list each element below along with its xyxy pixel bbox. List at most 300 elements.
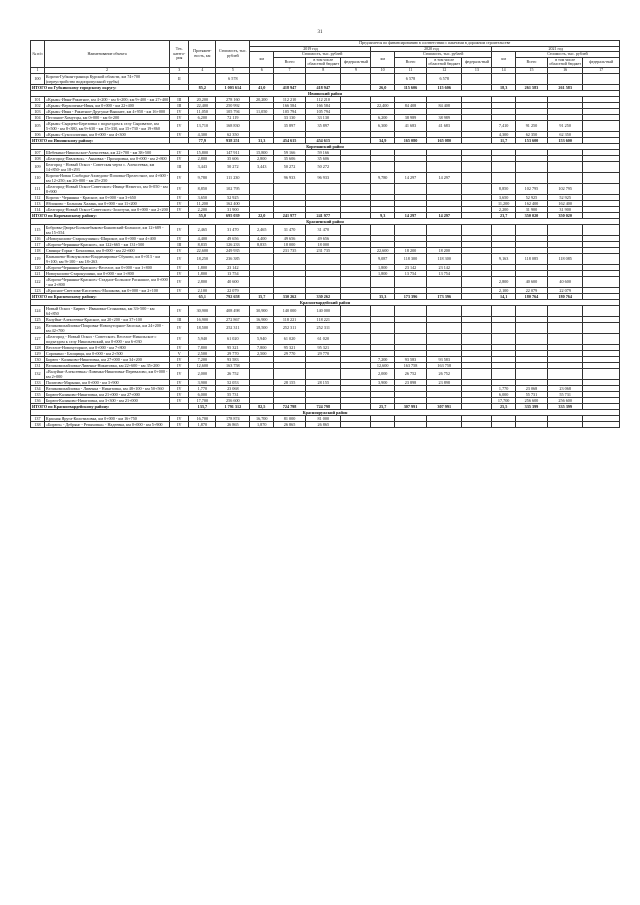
value-cell [462, 120, 492, 131]
value-cell [548, 73, 583, 84]
value-cell: 31 900 [515, 206, 547, 212]
road-category: IV [170, 287, 189, 293]
row-number: 101 [31, 96, 45, 102]
column-number: 1 [31, 67, 45, 73]
row-number: 104 [31, 114, 45, 120]
object-name: Яблоново - Большая Халань, км 0+000 - км 11+200 [44, 200, 169, 206]
row-number: 136 [31, 397, 45, 403]
road-category: IV [170, 108, 189, 114]
object-name: Камышево-Новоуколово-Владимировка-Сбуково, км 0+013 - км 9+100; км 9+100 - км 18+263 [44, 253, 169, 264]
value-cell [462, 305, 492, 316]
value-cell [492, 421, 516, 427]
value-cell: 52 925 [548, 194, 583, 200]
value-cell: 16,700 [250, 415, 274, 421]
value-cell: 17,700 [492, 397, 516, 403]
value-cell: 3,900 [371, 379, 395, 385]
value-cell [306, 368, 341, 379]
value-cell [371, 333, 395, 344]
value-cell [492, 333, 516, 344]
road-category: IV [170, 172, 189, 183]
object-name: Веселое-Новохуторное, км 0+000 - км 7+800 [44, 344, 169, 350]
total-cell: 418 947 [274, 84, 306, 90]
total-cell: 261 583 [515, 84, 547, 90]
value-cell: 62 350 [548, 131, 583, 137]
road-category: IV [170, 270, 189, 276]
value-cell [548, 333, 583, 344]
value-cell: 13 754 [216, 270, 250, 276]
value-cell: 28 155 [306, 379, 341, 385]
total-cell: 133,7 [189, 403, 216, 409]
road-category: III [170, 316, 189, 322]
value-cell: 16,700 [189, 415, 216, 421]
value-cell: 252 311 [216, 322, 250, 333]
object-name: Короча - Чернянка - Красное, км 0+000 - км 3+650 [44, 194, 169, 200]
row-number: 110 [31, 172, 45, 183]
total-cell: 23,7 [492, 212, 516, 218]
road-category: IV [170, 149, 189, 155]
value-cell [371, 224, 395, 235]
value-cell: 112 210 [306, 96, 341, 102]
table-row [31, 183, 620, 194]
value-cell: 93 583 [216, 356, 250, 362]
value-cell [548, 161, 583, 172]
value-cell [427, 224, 462, 235]
value-cell: 6,000 [189, 391, 216, 397]
value-cell [583, 120, 620, 131]
total-cell: 153 600 [548, 137, 583, 143]
total-cell: 165 080 [427, 137, 462, 143]
road-category: IV [170, 183, 189, 194]
value-cell: 118 300 [427, 253, 462, 264]
value-cell: 2,100 [492, 287, 516, 293]
total-cell: 350 020 [515, 212, 547, 218]
value-cell: 4,300 [189, 131, 216, 137]
value-cell [371, 161, 395, 172]
value-cell: 2,100 [189, 287, 216, 293]
value-cell [462, 322, 492, 333]
total-cell: 22,0 [250, 212, 274, 218]
value-cell [274, 73, 306, 84]
value-cell: 38 989 [394, 114, 426, 120]
value-cell [515, 172, 547, 183]
value-cell: 31 900 [216, 206, 250, 212]
total-header: Всего [515, 57, 547, 67]
value-cell [583, 183, 620, 194]
row-number: 125 [31, 316, 45, 322]
value-cell: 95 321 [216, 344, 250, 350]
value-cell [341, 276, 371, 287]
sub-cost-header: Стоимость, тыс. рублей [515, 52, 619, 58]
value-cell: 2,465 [250, 224, 274, 235]
value-cell [341, 253, 371, 264]
value-cell: 105 794 [306, 108, 341, 114]
object-name: «Белгород-Павловск» - Анновка - Прохоровка, км 0+000 - км 2+800 [44, 155, 169, 161]
row-number: 107 [31, 149, 45, 155]
value-cell: 118 085 [515, 253, 547, 264]
value-cell [394, 161, 426, 172]
road-category: IV [170, 415, 189, 421]
row-number: 105 [31, 120, 45, 131]
value-cell: 18 200 [394, 247, 426, 253]
value-cell: 11,050 [189, 108, 216, 114]
value-cell: 40 600 [548, 276, 583, 287]
row-number: 115 [31, 224, 45, 235]
value-cell: 95 321 [274, 344, 306, 350]
value-cell: 1,800 [371, 264, 395, 270]
value-cell: 6,200 [371, 114, 395, 120]
value-cell: 111 230 [216, 172, 250, 183]
value-cell [583, 322, 620, 333]
value-cell: 15,800 [250, 149, 274, 155]
value-cell: 163 758 [394, 362, 426, 368]
value-cell: 61 020 [306, 333, 341, 344]
value-cell [462, 161, 492, 172]
object-name: «Белгород-Новый Оскол-Советское»-Ивица-Нежегол, км 0+050 - км 8+900 [44, 183, 169, 194]
federal-header: федераль-ный [462, 57, 492, 67]
value-cell: 23 142 [216, 264, 250, 270]
value-cell: 162 400 [515, 200, 547, 206]
value-cell: 30,900 [250, 305, 274, 316]
value-cell: 31 470 [306, 224, 341, 235]
value-cell [462, 253, 492, 264]
value-cell [515, 333, 547, 344]
object-name: «Валуйки-Алексеевка»-Ливенка-Никитовка-Перевалово, км 0+000 - км 2+000 [44, 368, 169, 379]
table-row [31, 172, 620, 183]
total-cell: 241 977 [274, 212, 306, 218]
value-cell: 26 865 [306, 421, 341, 427]
object-name: «Короча-Чернянка-Красное»-Веселое, км 0+000 - км 1+800 [44, 264, 169, 270]
value-cell: 52 925 [515, 194, 547, 200]
total-cell: 307 991 [427, 403, 462, 409]
row-number: 108 [31, 155, 45, 161]
value-cell [462, 368, 492, 379]
table-row [31, 161, 620, 172]
value-cell: 33 130 [274, 114, 306, 120]
value-cell [306, 276, 341, 287]
value-cell: 40 600 [216, 276, 250, 287]
value-cell: 55 731 [548, 391, 583, 397]
value-cell: 1,770 [492, 385, 516, 391]
object-name: Бирюч-Калиново-Никитовка, км 21+000 - км 27+000 [44, 391, 169, 397]
table-row [31, 322, 620, 333]
object-name: Великомихайловка-Ливенка-Никитовка, км 22+600 - км 35+200 [44, 362, 169, 368]
value-cell [250, 276, 274, 287]
total-cell: 31,3 [250, 137, 274, 143]
value-cell: 16,900 [250, 316, 274, 322]
value-cell: 118 221 [306, 316, 341, 322]
road-category: IV [170, 276, 189, 287]
value-cell [371, 322, 395, 333]
total-cell: 261 583 [548, 84, 583, 90]
total-cell: 307 991 [394, 403, 426, 409]
row-number: 111 [31, 183, 45, 194]
row-number: 102 [31, 102, 45, 108]
total-cell: 180 764 [548, 293, 583, 299]
value-cell: 14 297 [427, 172, 462, 183]
row-number: 127 [31, 333, 45, 344]
column-number: 4 [189, 67, 216, 73]
total-label: ИТОГО по Красненскому району: [31, 293, 170, 299]
row-number: 117 [31, 241, 45, 247]
total-cell: 724 798 [274, 403, 306, 409]
value-cell: 256 600 [515, 397, 547, 403]
page-number: 31 [317, 30, 323, 35]
object-name: Шебекино-Никольское-Алексеевка, км 22+700 - км 38+500 [44, 149, 169, 155]
value-cell: 91 250 [548, 120, 583, 131]
value-cell: 8,850 [189, 183, 216, 194]
row-number: 116 [31, 235, 45, 241]
road-category: IV [170, 194, 189, 200]
value-cell [515, 368, 547, 379]
value-cell: 22,600 [371, 247, 395, 253]
regional-header: в том числе областной бюджет [549, 57, 581, 67]
value-cell: 6 578 [427, 73, 462, 84]
value-cell: 118 300 [394, 253, 426, 264]
value-cell [583, 305, 620, 316]
value-cell: 1,870 [189, 421, 216, 427]
value-cell: 249 935 [216, 247, 250, 253]
total-cell: 25,7 [371, 403, 395, 409]
value-cell [341, 172, 371, 183]
value-cell [515, 322, 547, 333]
value-cell: 256 600 [216, 397, 250, 403]
total-cell: 1 791 312 [216, 403, 250, 409]
value-cell: 2,200 [189, 206, 216, 212]
value-cell [341, 161, 371, 172]
km-header: км [250, 52, 274, 68]
value-cell [583, 253, 620, 264]
value-cell: 23 898 [427, 379, 462, 385]
value-cell: 26 752 [216, 368, 250, 379]
value-cell: 91 250 [515, 120, 547, 131]
district-name: Корочанский район [31, 143, 620, 149]
row-number: 120 [31, 264, 45, 270]
value-cell: 28 155 [274, 379, 306, 385]
value-cell [492, 322, 516, 333]
object-name: Белгород - Новый Оскол - Советская черта с. Алексеевка, км 14+850- км 18+293 [44, 161, 169, 172]
value-cell: 23 068 [515, 385, 547, 391]
road-category: IV [170, 391, 189, 397]
total-cell: 938 251 [216, 137, 250, 143]
value-cell [548, 421, 583, 427]
total-cell: 41,0 [250, 84, 274, 90]
total-label: ИТОГО по Корочанскому району: [31, 212, 170, 218]
district-name: Ивнянский район [31, 90, 620, 96]
value-cell [492, 161, 516, 172]
value-cell: 13,710 [189, 120, 216, 131]
total-cell: 82,5 [250, 403, 274, 409]
value-cell: 6 578 [216, 73, 250, 84]
road-category: IV [170, 368, 189, 379]
value-cell: 12,600 [189, 362, 216, 368]
col-name-header: Наименование объекта [44, 41, 169, 68]
sub-cost-header: Стоимость, тыс. рублей [274, 52, 371, 58]
object-name: «Крым»-Ивня - Ракитное-Другуша-Вышнее, км 4+950 - км 16+000 [44, 108, 169, 114]
value-cell [492, 73, 516, 84]
km-header: км [371, 52, 395, 68]
value-cell: 20,200 [250, 96, 274, 102]
road-category: IV [170, 224, 189, 235]
value-cell: 22,600 [189, 247, 216, 253]
total-cell: 115 606 [394, 84, 426, 90]
value-cell [427, 161, 462, 172]
value-cell: 15,800 [189, 149, 216, 155]
value-cell: 2,465 [189, 224, 216, 235]
value-cell: 96 933 [306, 172, 341, 183]
object-name: «Белгород - Новый Оскол - Советское» Веселое-Никольское с подъездом к селу Никольевский, км 0+000 - км 6+030 [44, 333, 169, 344]
object-name: Валуйки-Алексеевка-Красное, км 20+200 - км 37+100 [44, 316, 169, 322]
row-number: 119 [31, 253, 45, 264]
value-cell [341, 368, 371, 379]
value-cell: 62 350 [216, 131, 250, 137]
total-cell: 454 615 [306, 137, 341, 143]
value-cell [427, 276, 462, 287]
value-cell [341, 333, 371, 344]
total-cell: 454 615 [274, 137, 306, 143]
value-cell: 118 221 [274, 316, 306, 322]
district-name: Красненский район [31, 218, 620, 224]
value-cell: 59 166 [274, 149, 306, 155]
value-cell: 231 735 [306, 247, 341, 253]
value-cell: 23 898 [394, 379, 426, 385]
value-cell [274, 183, 306, 194]
value-cell: 26 752 [394, 368, 426, 379]
value-cell: 23 068 [548, 385, 583, 391]
federal-header: федераль-ный [583, 57, 620, 67]
value-cell [548, 305, 583, 316]
object-name: «Красное-Светлова-Киселево»-Малакова, км 0+000 - км 2+100 [44, 287, 169, 293]
value-cell: 1,800 [189, 264, 216, 270]
road-category: IV [170, 305, 189, 316]
row-number: 129 [31, 350, 45, 356]
row-number: 100 [31, 73, 45, 84]
road-category: IV [170, 206, 189, 212]
road-category: IV [170, 379, 189, 385]
col-no-header: № п/п [31, 41, 45, 68]
value-cell: 18,250 [189, 253, 216, 264]
value-cell: 168 830 [216, 120, 250, 131]
object-name: «Крым»-Сырцево-Березовка с подъездом к селу Сыроватое, км 5+500 - км 8+380, км 9+630 - км 15+330, км 15+730 - км 19+860 [44, 120, 169, 131]
row-number: 109 [31, 161, 45, 172]
value-cell [371, 305, 395, 316]
total-cell: 173 396 [427, 293, 462, 299]
value-cell: 140 000 [274, 305, 306, 316]
value-cell: 408 498 [216, 305, 250, 316]
road-category: IV [170, 114, 189, 120]
row-number: 135 [31, 391, 45, 397]
value-cell: 11,200 [492, 200, 516, 206]
value-cell: 236 385 [216, 253, 250, 264]
column-number: 8 [306, 67, 341, 73]
road-category: V [170, 350, 189, 356]
district-name: Краснояружский район [31, 409, 620, 415]
value-cell: 18 200 [427, 247, 462, 253]
value-cell: 22,400 [371, 102, 395, 108]
value-cell: 50 272 [274, 161, 306, 172]
object-name: «Крым»-Ивня-Ракитное, км 4+200 - км 6+200; км 9+400 - км 27+400 [45, 96, 169, 102]
value-cell [427, 322, 462, 333]
road-category: IV [170, 131, 189, 137]
value-cell: 55 731 [216, 391, 250, 397]
value-cell: 13 754 [394, 270, 426, 276]
value-cell [548, 322, 583, 333]
road-category: II [170, 73, 189, 84]
object-name: Короча-Губкин-граница Курской области, км 74+700 (переустройство водопропускной трубы) [44, 73, 169, 84]
value-cell: 29 770 [274, 350, 306, 356]
year-2019-header: 2019 год [250, 46, 371, 52]
value-cell [583, 224, 620, 235]
value-cell: 7,200 [371, 356, 395, 362]
value-cell: 84 408 [427, 102, 462, 108]
total-label: ИТОГО по Ивнянскому району: [31, 137, 170, 143]
value-cell: 163 758 [427, 362, 462, 368]
total-cell: 55,0 [189, 212, 216, 218]
column-number: 14 [492, 67, 516, 73]
value-cell: 29 770 [306, 350, 341, 356]
value-cell [274, 253, 306, 264]
value-cell: 105 794 [274, 108, 306, 114]
value-cell: 14 297 [394, 172, 426, 183]
value-cell: 61 020 [216, 333, 250, 344]
value-cell: 22 079 [515, 287, 547, 293]
value-cell: 55 731 [515, 391, 547, 397]
column-number: 15 [515, 67, 547, 73]
total-label: ИТОГО по Губкинскому городскому округу: [31, 84, 170, 90]
value-cell: 16,900 [189, 316, 216, 322]
total-cell: 335 399 [548, 403, 583, 409]
value-cell [492, 305, 516, 316]
value-cell [371, 73, 395, 84]
value-cell: 8,835 [250, 241, 274, 247]
value-cell [462, 224, 492, 235]
table-header [31, 41, 620, 74]
value-cell: 112 210 [274, 96, 306, 102]
value-cell: 9,780 [371, 172, 395, 183]
object-name: Великомихайловка-Покровка-Новохуторное-Засосна, км 24+200 - км 42+700 [44, 322, 169, 333]
row-number: 133 [31, 379, 45, 385]
value-cell [492, 368, 516, 379]
value-cell: 2,000 [371, 368, 395, 379]
road-category: IV [170, 356, 189, 362]
value-cell [583, 172, 620, 183]
value-cell: 6 578 [394, 73, 426, 84]
value-cell [306, 73, 341, 84]
value-cell [462, 421, 492, 427]
value-cell [306, 253, 341, 264]
total-cell: 241 977 [306, 212, 341, 218]
value-cell [341, 183, 371, 194]
value-cell: 9,780 [189, 172, 216, 183]
value-cell: 6,200 [189, 114, 216, 120]
value-cell: 102 795 [515, 183, 547, 194]
value-cell: 2,500 [189, 350, 216, 356]
value-cell [548, 368, 583, 379]
column-number: 7 [274, 67, 306, 73]
value-cell: 1,770 [189, 385, 216, 391]
value-cell [583, 73, 620, 84]
value-cell: 163 758 [216, 362, 250, 368]
object-name: Новый Оскол - Бирюч - Ивановка-Стояновка, км 33+500 - км 64+850 [44, 305, 169, 316]
value-cell: 26 752 [427, 368, 462, 379]
value-cell [427, 333, 462, 344]
road-category: IV [170, 421, 189, 427]
value-cell: 17,700 [189, 397, 216, 403]
value-cell [341, 120, 371, 131]
value-cell: 166 584 [306, 102, 341, 108]
value-cell: 256 600 [548, 397, 583, 403]
year-2021-header: 2021 год [492, 46, 620, 52]
district-name: Красногвардейский район [31, 299, 620, 305]
